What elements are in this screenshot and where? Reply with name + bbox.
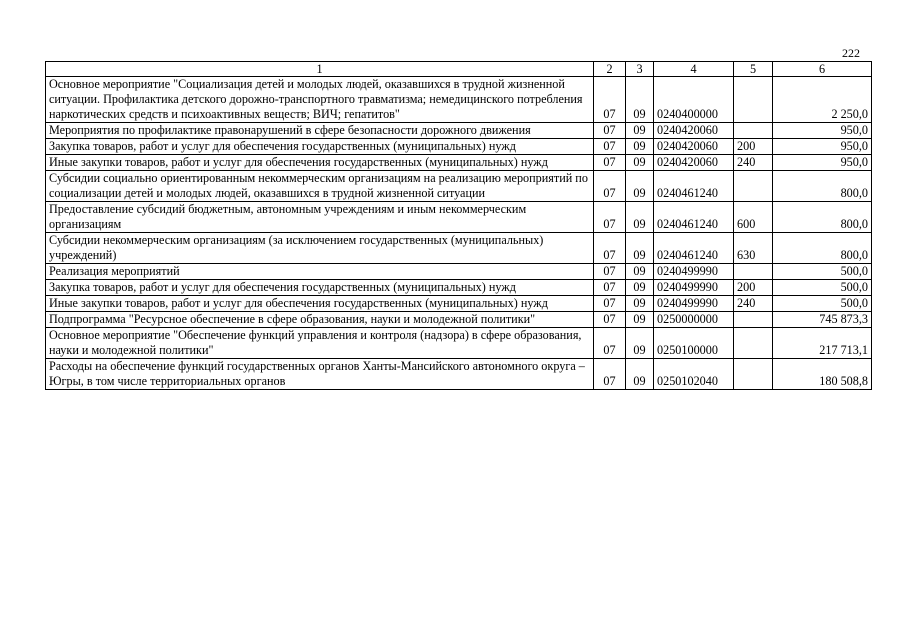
row-target-code: 0250100000 xyxy=(654,328,734,359)
row-amount: 800,0 xyxy=(773,202,872,233)
row-section-code: 07 xyxy=(594,139,626,155)
row-expense-type-code xyxy=(734,77,773,123)
row-expense-type-code xyxy=(734,312,773,328)
row-expense-type-code: 240 xyxy=(734,155,773,171)
column-header-6: 6 xyxy=(773,62,872,77)
row-target-code: 0240461240 xyxy=(654,233,734,264)
row-subsection-code: 09 xyxy=(626,296,654,312)
row-section-code: 07 xyxy=(594,296,626,312)
table-row xyxy=(46,171,872,202)
row-description: Расходы на обеспечение функций государственных органов Ханты-Мансийского автономного округа – Югры, в том числе территориальных органов xyxy=(46,359,594,390)
row-target-code: 0240499990 xyxy=(654,296,734,312)
row-section-code: 07 xyxy=(594,155,626,171)
row-section-code: 07 xyxy=(594,123,626,139)
row-subsection-code: 09 xyxy=(626,171,654,202)
row-section-code: 07 xyxy=(594,312,626,328)
row-target-code: 0240499990 xyxy=(654,280,734,296)
table-header-row xyxy=(46,62,872,77)
row-subsection-code: 09 xyxy=(626,123,654,139)
column-header-2: 2 xyxy=(594,62,626,77)
row-target-code: 0250000000 xyxy=(654,312,734,328)
row-subsection-code: 09 xyxy=(626,328,654,359)
row-section-code: 07 xyxy=(594,202,626,233)
row-target-code: 0240420060 xyxy=(654,139,734,155)
row-section-code: 07 xyxy=(594,171,626,202)
row-expense-type-code xyxy=(734,359,773,390)
row-description: Иные закупки товаров, работ и услуг для обеспечения государственных (муниципальных) нужд xyxy=(46,296,594,312)
row-amount: 950,0 xyxy=(773,155,872,171)
table-row xyxy=(46,264,872,280)
table-row xyxy=(46,123,872,139)
row-section-code: 07 xyxy=(594,328,626,359)
column-header-3: 3 xyxy=(626,62,654,77)
row-subsection-code: 09 xyxy=(626,77,654,123)
row-subsection-code: 09 xyxy=(626,359,654,390)
row-amount: 950,0 xyxy=(773,123,872,139)
row-subsection-code: 09 xyxy=(626,312,654,328)
row-expense-type-code: 200 xyxy=(734,280,773,296)
page-number: 222 xyxy=(842,46,860,60)
row-amount: 500,0 xyxy=(773,280,872,296)
row-subsection-code: 09 xyxy=(626,155,654,171)
budget-table xyxy=(45,61,872,390)
row-section-code: 07 xyxy=(594,280,626,296)
row-expense-type-code: 240 xyxy=(734,296,773,312)
row-target-code: 0240400000 xyxy=(654,77,734,123)
table-row xyxy=(46,77,872,123)
row-description: Предоставление субсидий бюджетным, автономным учреждениям и иным некоммерческим организациям xyxy=(46,202,594,233)
row-description: Основное мероприятие "Обеспечение функций управления и контроля (надзора) в сфере образования, науки и молодежной политики" xyxy=(46,328,594,359)
column-header-4: 4 xyxy=(654,62,734,77)
row-amount: 800,0 xyxy=(773,233,872,264)
row-description: Подпрограмма "Ресурсное обеспечение в сфере образования, науки и молодежной политики" xyxy=(46,312,594,328)
row-target-code: 0240420060 xyxy=(654,155,734,171)
row-description: Закупка товаров, работ и услуг для обеспечения государственных (муниципальных) нужд xyxy=(46,139,594,155)
row-expense-type-code: 630 xyxy=(734,233,773,264)
row-amount: 500,0 xyxy=(773,264,872,280)
table-row xyxy=(46,202,872,233)
row-section-code: 07 xyxy=(594,264,626,280)
row-description: Реализация мероприятий xyxy=(46,264,594,280)
table-row xyxy=(46,139,872,155)
row-amount: 2 250,0 xyxy=(773,77,872,123)
table-row xyxy=(46,359,872,390)
row-expense-type-code: 200 xyxy=(734,139,773,155)
table-row xyxy=(46,233,872,264)
row-target-code: 0240420060 xyxy=(654,123,734,139)
row-target-code: 0240499990 xyxy=(654,264,734,280)
row-description: Иные закупки товаров, работ и услуг для обеспечения государственных (муниципальных) нужд xyxy=(46,155,594,171)
row-expense-type-code: 600 xyxy=(734,202,773,233)
row-description: Закупка товаров, работ и услуг для обеспечения государственных (муниципальных) нужд xyxy=(46,280,594,296)
row-section-code: 07 xyxy=(594,359,626,390)
row-subsection-code: 09 xyxy=(626,280,654,296)
row-target-code: 0240461240 xyxy=(654,202,734,233)
row-amount: 180 508,8 xyxy=(773,359,872,390)
row-amount: 950,0 xyxy=(773,139,872,155)
row-section-code: 07 xyxy=(594,233,626,264)
row-expense-type-code xyxy=(734,264,773,280)
row-amount: 800,0 xyxy=(773,171,872,202)
table-row xyxy=(46,328,872,359)
row-description: Субсидии некоммерческим организациям (за исключением государственных (муниципальных) учреждений) xyxy=(46,233,594,264)
column-header-5: 5 xyxy=(734,62,773,77)
column-header-1: 1 xyxy=(46,62,594,77)
row-expense-type-code xyxy=(734,328,773,359)
table-row xyxy=(46,155,872,171)
row-description: Основное мероприятие "Социализация детей и молодых людей, оказавшихся в трудной жизненной ситуации. Профилактика детского дорожно-транспортного травматизма; немедицинского потребления наркотических средств и психоактивных веществ; ВИЧ; гепатитов" xyxy=(46,77,594,123)
row-section-code: 07 xyxy=(594,77,626,123)
row-target-code: 0240461240 xyxy=(654,171,734,202)
row-target-code: 0250102040 xyxy=(654,359,734,390)
row-subsection-code: 09 xyxy=(626,233,654,264)
row-description: Субсидии социально ориентированным некоммерческим организациям на реализацию мероприятий по социализации детей и молодых людей, оказавшихся в трудной жизненной ситуации xyxy=(46,171,594,202)
table-row xyxy=(46,280,872,296)
row-amount: 745 873,3 xyxy=(773,312,872,328)
row-expense-type-code xyxy=(734,123,773,139)
row-expense-type-code xyxy=(734,171,773,202)
row-description: Мероприятия по профилактике правонарушений в сфере безопасности дорожного движения xyxy=(46,123,594,139)
row-subsection-code: 09 xyxy=(626,202,654,233)
table-row xyxy=(46,312,872,328)
row-amount: 217 713,1 xyxy=(773,328,872,359)
row-amount: 500,0 xyxy=(773,296,872,312)
row-subsection-code: 09 xyxy=(626,264,654,280)
table-row xyxy=(46,296,872,312)
row-subsection-code: 09 xyxy=(626,139,654,155)
